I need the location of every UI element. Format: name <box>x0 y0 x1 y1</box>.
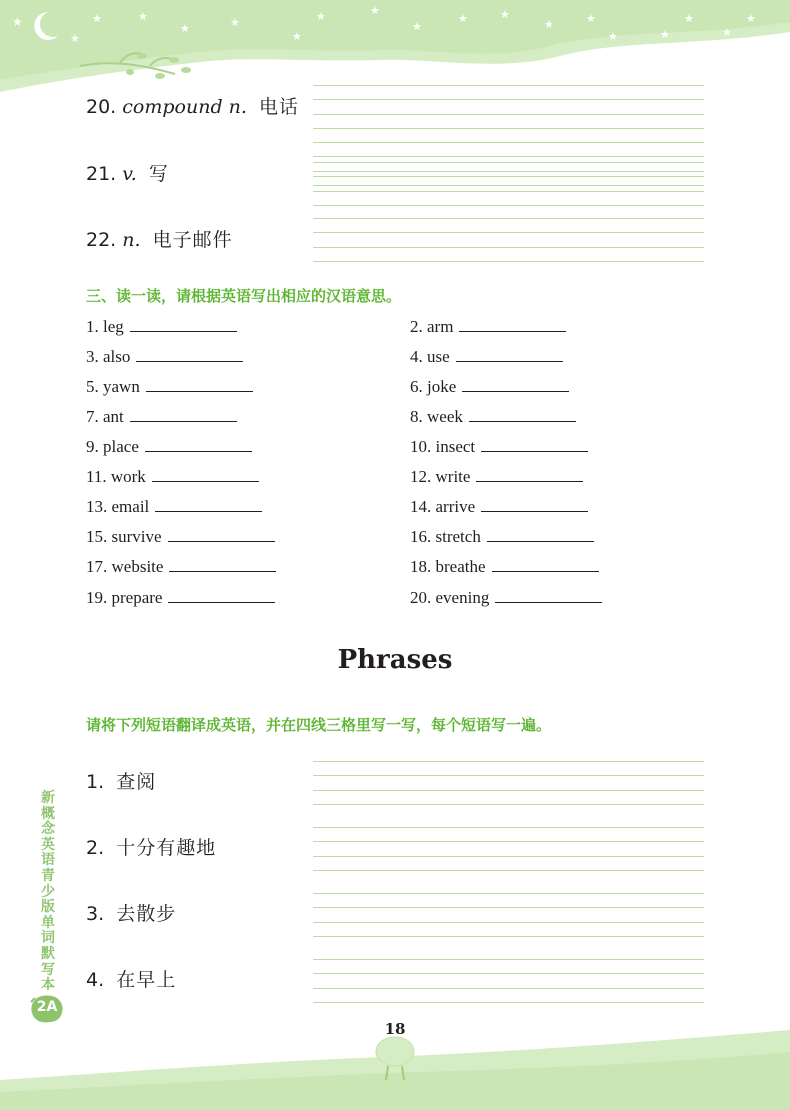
answer-blank[interactable] <box>136 347 243 362</box>
item-label: 13. email <box>86 497 150 516</box>
answer-blank[interactable] <box>469 407 576 422</box>
item-label: 14. arrive <box>410 497 476 516</box>
answer-blank[interactable] <box>168 588 275 603</box>
list-item <box>410 467 583 487</box>
item-label: 20. evening <box>410 588 490 607</box>
svg-text:★: ★ <box>746 12 756 25</box>
phrase-row-1-label <box>86 773 156 792</box>
vocab-number: 20. <box>86 96 117 118</box>
list-item <box>410 588 602 608</box>
list-item <box>86 557 276 577</box>
vocab-word: n. <box>122 229 141 251</box>
list-item <box>86 377 253 397</box>
phrase-number: 1. <box>86 771 105 793</box>
answer-blank[interactable] <box>130 407 237 422</box>
svg-text:★: ★ <box>500 8 510 21</box>
answer-blank[interactable] <box>481 497 588 512</box>
writing-lines-phrase-3[interactable] <box>313 893 704 937</box>
vocab-chinese: 写 <box>148 163 169 185</box>
svg-text:★: ★ <box>412 20 422 33</box>
page-number: 18 <box>384 1020 406 1038</box>
phrase-number: 4. <box>86 969 105 991</box>
writing-lines-21[interactable] <box>313 162 704 206</box>
item-label: 9. place <box>86 437 139 456</box>
phrase-number: 2. <box>86 837 105 859</box>
list-item <box>86 527 275 547</box>
phrase-row-3-label <box>86 905 176 924</box>
writing-lines-phrase-4[interactable] <box>313 959 704 1003</box>
phrase-chinese: 查阅 <box>116 771 157 793</box>
list-item <box>86 407 237 427</box>
writing-lines-phrase-2[interactable] <box>313 827 704 871</box>
list-item <box>86 588 275 608</box>
item-label: 5. yawn <box>86 377 140 396</box>
phrase-chinese: 在早上 <box>116 969 177 991</box>
item-label: 17. website <box>86 557 164 576</box>
vocab-chinese: 电话 <box>258 96 299 118</box>
item-label: 1. leg <box>86 317 124 336</box>
phrase-chinese: 去散步 <box>116 903 177 925</box>
phrases-instruction: 请将下列短语翻译成英语，并在四线三格里写一写，每个短语写一遍。 <box>86 716 552 734</box>
vocab-chinese: 电子邮件 <box>152 229 233 251</box>
vocab-number: 21. <box>86 163 117 185</box>
phrase-row-2-label <box>86 839 216 858</box>
list-item <box>410 497 588 517</box>
svg-text:★: ★ <box>12 15 23 29</box>
svg-text:★: ★ <box>316 10 326 23</box>
list-item <box>410 317 566 337</box>
list-item <box>410 437 588 457</box>
answer-blank[interactable] <box>169 557 276 572</box>
vocab-number: 22. <box>86 229 117 251</box>
book-badge: 2A <box>36 999 58 1015</box>
list-item <box>410 377 569 397</box>
writing-lines-22[interactable] <box>313 218 704 262</box>
svg-text:★: ★ <box>722 26 732 39</box>
vocab-row-22-label <box>86 231 233 250</box>
answer-blank[interactable] <box>130 317 237 332</box>
answer-blank[interactable] <box>145 437 252 452</box>
item-label: 3. also <box>86 347 131 366</box>
svg-text:★: ★ <box>660 28 670 41</box>
answer-blank[interactable] <box>146 377 253 392</box>
answer-blank[interactable] <box>462 377 569 392</box>
list-item <box>410 407 576 427</box>
svg-text:★: ★ <box>92 12 102 25</box>
item-label: 11. work <box>86 467 146 486</box>
vocab-row-20-label <box>86 98 299 117</box>
answer-blank[interactable] <box>495 588 602 603</box>
answer-blank[interactable] <box>487 527 594 542</box>
item-label: 10. insect <box>410 437 476 456</box>
phrases-title: Phrases <box>337 645 453 675</box>
svg-text:★: ★ <box>230 16 240 29</box>
svg-text:★: ★ <box>586 12 596 25</box>
answer-blank[interactable] <box>476 467 583 482</box>
answer-blank[interactable] <box>456 347 563 362</box>
item-label: 12. write <box>410 467 471 486</box>
svg-text:★: ★ <box>70 32 80 45</box>
book-side-title: 新概念英语青少版单词默写本 <box>41 790 55 994</box>
item-label: 15. survive <box>86 527 162 546</box>
vocab-word: compound n. <box>122 96 247 118</box>
answer-blank[interactable] <box>459 317 566 332</box>
answer-blank[interactable] <box>481 437 588 452</box>
item-label: 19. prepare <box>86 588 163 607</box>
svg-text:★: ★ <box>180 22 190 35</box>
svg-text:★: ★ <box>458 12 468 25</box>
svg-text:★: ★ <box>138 10 148 23</box>
list-item <box>86 467 259 487</box>
phrase-chinese: 十分有趣地 <box>116 837 217 859</box>
svg-text:★: ★ <box>370 4 380 17</box>
item-label: 16. stretch <box>410 527 481 546</box>
answer-blank[interactable] <box>152 467 259 482</box>
item-label: 2. arm <box>410 317 454 336</box>
writing-lines-phrase-1[interactable] <box>313 761 704 805</box>
list-item <box>410 527 594 547</box>
vocab-row-21-label <box>86 165 169 184</box>
phrase-number: 3. <box>86 903 105 925</box>
list-item <box>86 437 252 457</box>
phrase-row-4-label <box>86 971 176 990</box>
svg-text:★: ★ <box>292 30 302 43</box>
list-item <box>86 497 262 517</box>
list-item <box>410 557 599 577</box>
list-item <box>86 317 237 337</box>
svg-text:★: ★ <box>608 30 618 43</box>
list-item <box>86 347 243 367</box>
item-label: 18. breathe <box>410 557 486 576</box>
answer-blank[interactable] <box>155 497 262 512</box>
item-label: 6. joke <box>410 377 457 396</box>
item-label: 7. ant <box>86 407 124 426</box>
section3-instruction: 三、读一读，请根据英语写出相应的汉语意思。 <box>86 287 402 305</box>
svg-text:★: ★ <box>684 12 694 25</box>
answer-blank[interactable] <box>492 557 599 572</box>
answer-blank[interactable] <box>168 527 275 542</box>
item-label: 8. week <box>410 407 463 426</box>
vocab-word: v. <box>122 163 137 185</box>
item-label: 4. use <box>410 347 450 366</box>
svg-text:★: ★ <box>544 18 554 31</box>
writing-lines-20-a[interactable] <box>313 85 704 129</box>
list-item <box>410 347 563 367</box>
